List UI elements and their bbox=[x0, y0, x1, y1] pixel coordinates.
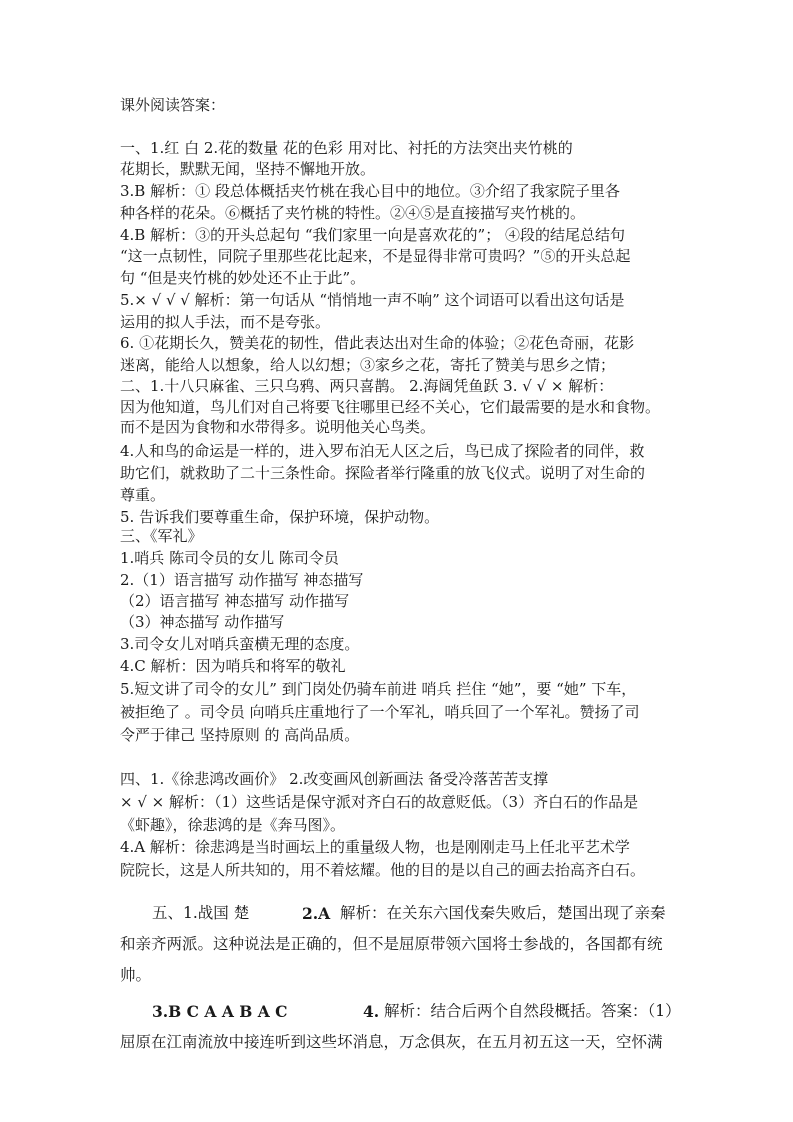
text-line: 《虾趣》，徐悲鸿的是《奔马图》。 bbox=[120, 816, 346, 834]
text-line: 4.A 解析：徐悲鸿是当时画坛上的重量级人物，也是刚刚走马上任北平艺术学 bbox=[120, 838, 630, 856]
text-line: × √ × 解析：（1）这些话是保守派对齐白石的故意贬低。（3）齐白石的作品是 bbox=[120, 793, 639, 811]
text-line: 一、1.红 白 2.花的数量 花的色彩 用对比、衬托的方法突出夹竹桃的 bbox=[120, 139, 573, 157]
text-line: 被拒绝了 。司令员 向哨兵庄重地行了一个军礼，哨兵回了一个军礼。赞扬了司 bbox=[120, 703, 640, 721]
text-line: （3）神态描写 动作描写 bbox=[120, 613, 285, 631]
document-title: 课外阅读答案： bbox=[120, 96, 226, 114]
text-line: 4. bbox=[363, 1002, 380, 1021]
text-line: 4.人和鸟的命运是一样的，进入罗布泊无人区之后，鸟已成了探险者的同伴，救 bbox=[120, 442, 645, 460]
text-line: 6. ①花期长久，赞美花的韧性，借此表达出对生命的体验；②花色奇丽，花影 bbox=[120, 334, 635, 352]
text-line: 助它们，就救助了二十三条性命。探险者举行隆重的放飞仪式。说明了对生命的 bbox=[120, 464, 646, 482]
text-line: 句 “但是夹竹桃的妙处还不止于此”。 bbox=[120, 269, 366, 287]
text-line: 解析：在关东六国伐秦失败后，楚国出现了亲秦 bbox=[340, 904, 666, 922]
text-line: 二、1.十八只麻雀、三只乌鸦、两只喜鹊。 2.海阔凭鱼跃 3. √ √ × 解析： bbox=[120, 377, 614, 395]
text-line: 运用的拟人手法，而不是夸张。 bbox=[120, 313, 331, 331]
text-line: 而不是因为食物和水带得多。说明他关心鸟类。 bbox=[120, 418, 436, 436]
text-line: 3.B C A A B A C bbox=[152, 1002, 288, 1021]
text-line: 解析：结合后两个自然段概括。答案：（1） bbox=[384, 1002, 681, 1020]
text-line: 种各样的花朵。⑥概括了夹竹桃的特性。②④⑤是直接描写夹竹桃的。 bbox=[120, 204, 586, 222]
text-line: 院院长，这是人所共知的，用不着炫耀。他的目的是以自己的画去抬高齐白石。 bbox=[120, 861, 646, 879]
text-line: 1.哨兵 陈司令员的女儿 陈司令员 bbox=[120, 549, 339, 567]
text-line: 迷离，能给人以想象，给人以幻想；③家乡之花，寄托了赞美与思乡之情； bbox=[120, 356, 616, 374]
text-line: 五、1.战国 楚 bbox=[152, 904, 250, 922]
text-line: 4.B 解析：③的开头总起句 “我们家里一向是喜欢花的”； ④段的结尾总结句 bbox=[120, 226, 625, 244]
text-line: 花期长，默默无闻，坚持不懈地开放。 bbox=[120, 160, 376, 178]
text-line: 2.A bbox=[302, 904, 331, 923]
text-line: 2.（1）语言描写 动作描写 神态描写 bbox=[120, 571, 364, 589]
text-line: 3.司令女儿对哨兵蛮横无理的态度。 bbox=[120, 635, 360, 653]
text-line: 5.× √ √ √ 解析：第一句话从 “悄悄地一声不响” 这个词语可以看出这句话是 bbox=[120, 291, 625, 309]
text-line: 因为他知道，鸟儿们对自己将要飞往哪里已经不关心，它们最需要的是水和食物。 bbox=[120, 398, 661, 416]
text-line: 5.短文讲了司令的女儿” 到门岗处仍骑车前进 哨兵 拦住 “她”，要 “她” 下车， bbox=[120, 680, 637, 698]
text-line: 屈原在江南流放中接连听到这些坏消息，万念俱灰，在五月初五这一天，空怀满 bbox=[120, 1033, 663, 1051]
text-line: 4.C 解析：因为哨兵和将军的敬礼 bbox=[120, 657, 346, 675]
text-line: 和亲齐两派。这种说法是正确的，但不是屈原带领六国将士参战的，各国都有统 bbox=[120, 935, 663, 953]
text-line: （2）语言描写 神态描写 动作描写 bbox=[120, 592, 350, 610]
text-line: 帅。 bbox=[120, 966, 152, 984]
section-heading: 三、《军礼》 bbox=[120, 527, 203, 545]
text-line: 尊重。 bbox=[120, 486, 166, 504]
text-line: 四、1.《徐悲鸿改画价》 2.改变画风创新画法 备受冷落苦苦支撑 bbox=[120, 770, 549, 788]
text-line: 令严于律己 坚持原则 的 高尚品质。 bbox=[120, 726, 360, 744]
text-line: 5. 告诉我们要尊重生命，保护环境，保护动物。 bbox=[120, 508, 440, 526]
text-line: 3.B 解析：① 段总体概括夹竹桃在我心目中的地位。③介绍了我家院子里各 bbox=[120, 182, 620, 200]
text-line: “这一点韧性，同院子里那些花比起来，不是显得非常可贵吗？”⑤的开头总起 bbox=[120, 247, 631, 265]
